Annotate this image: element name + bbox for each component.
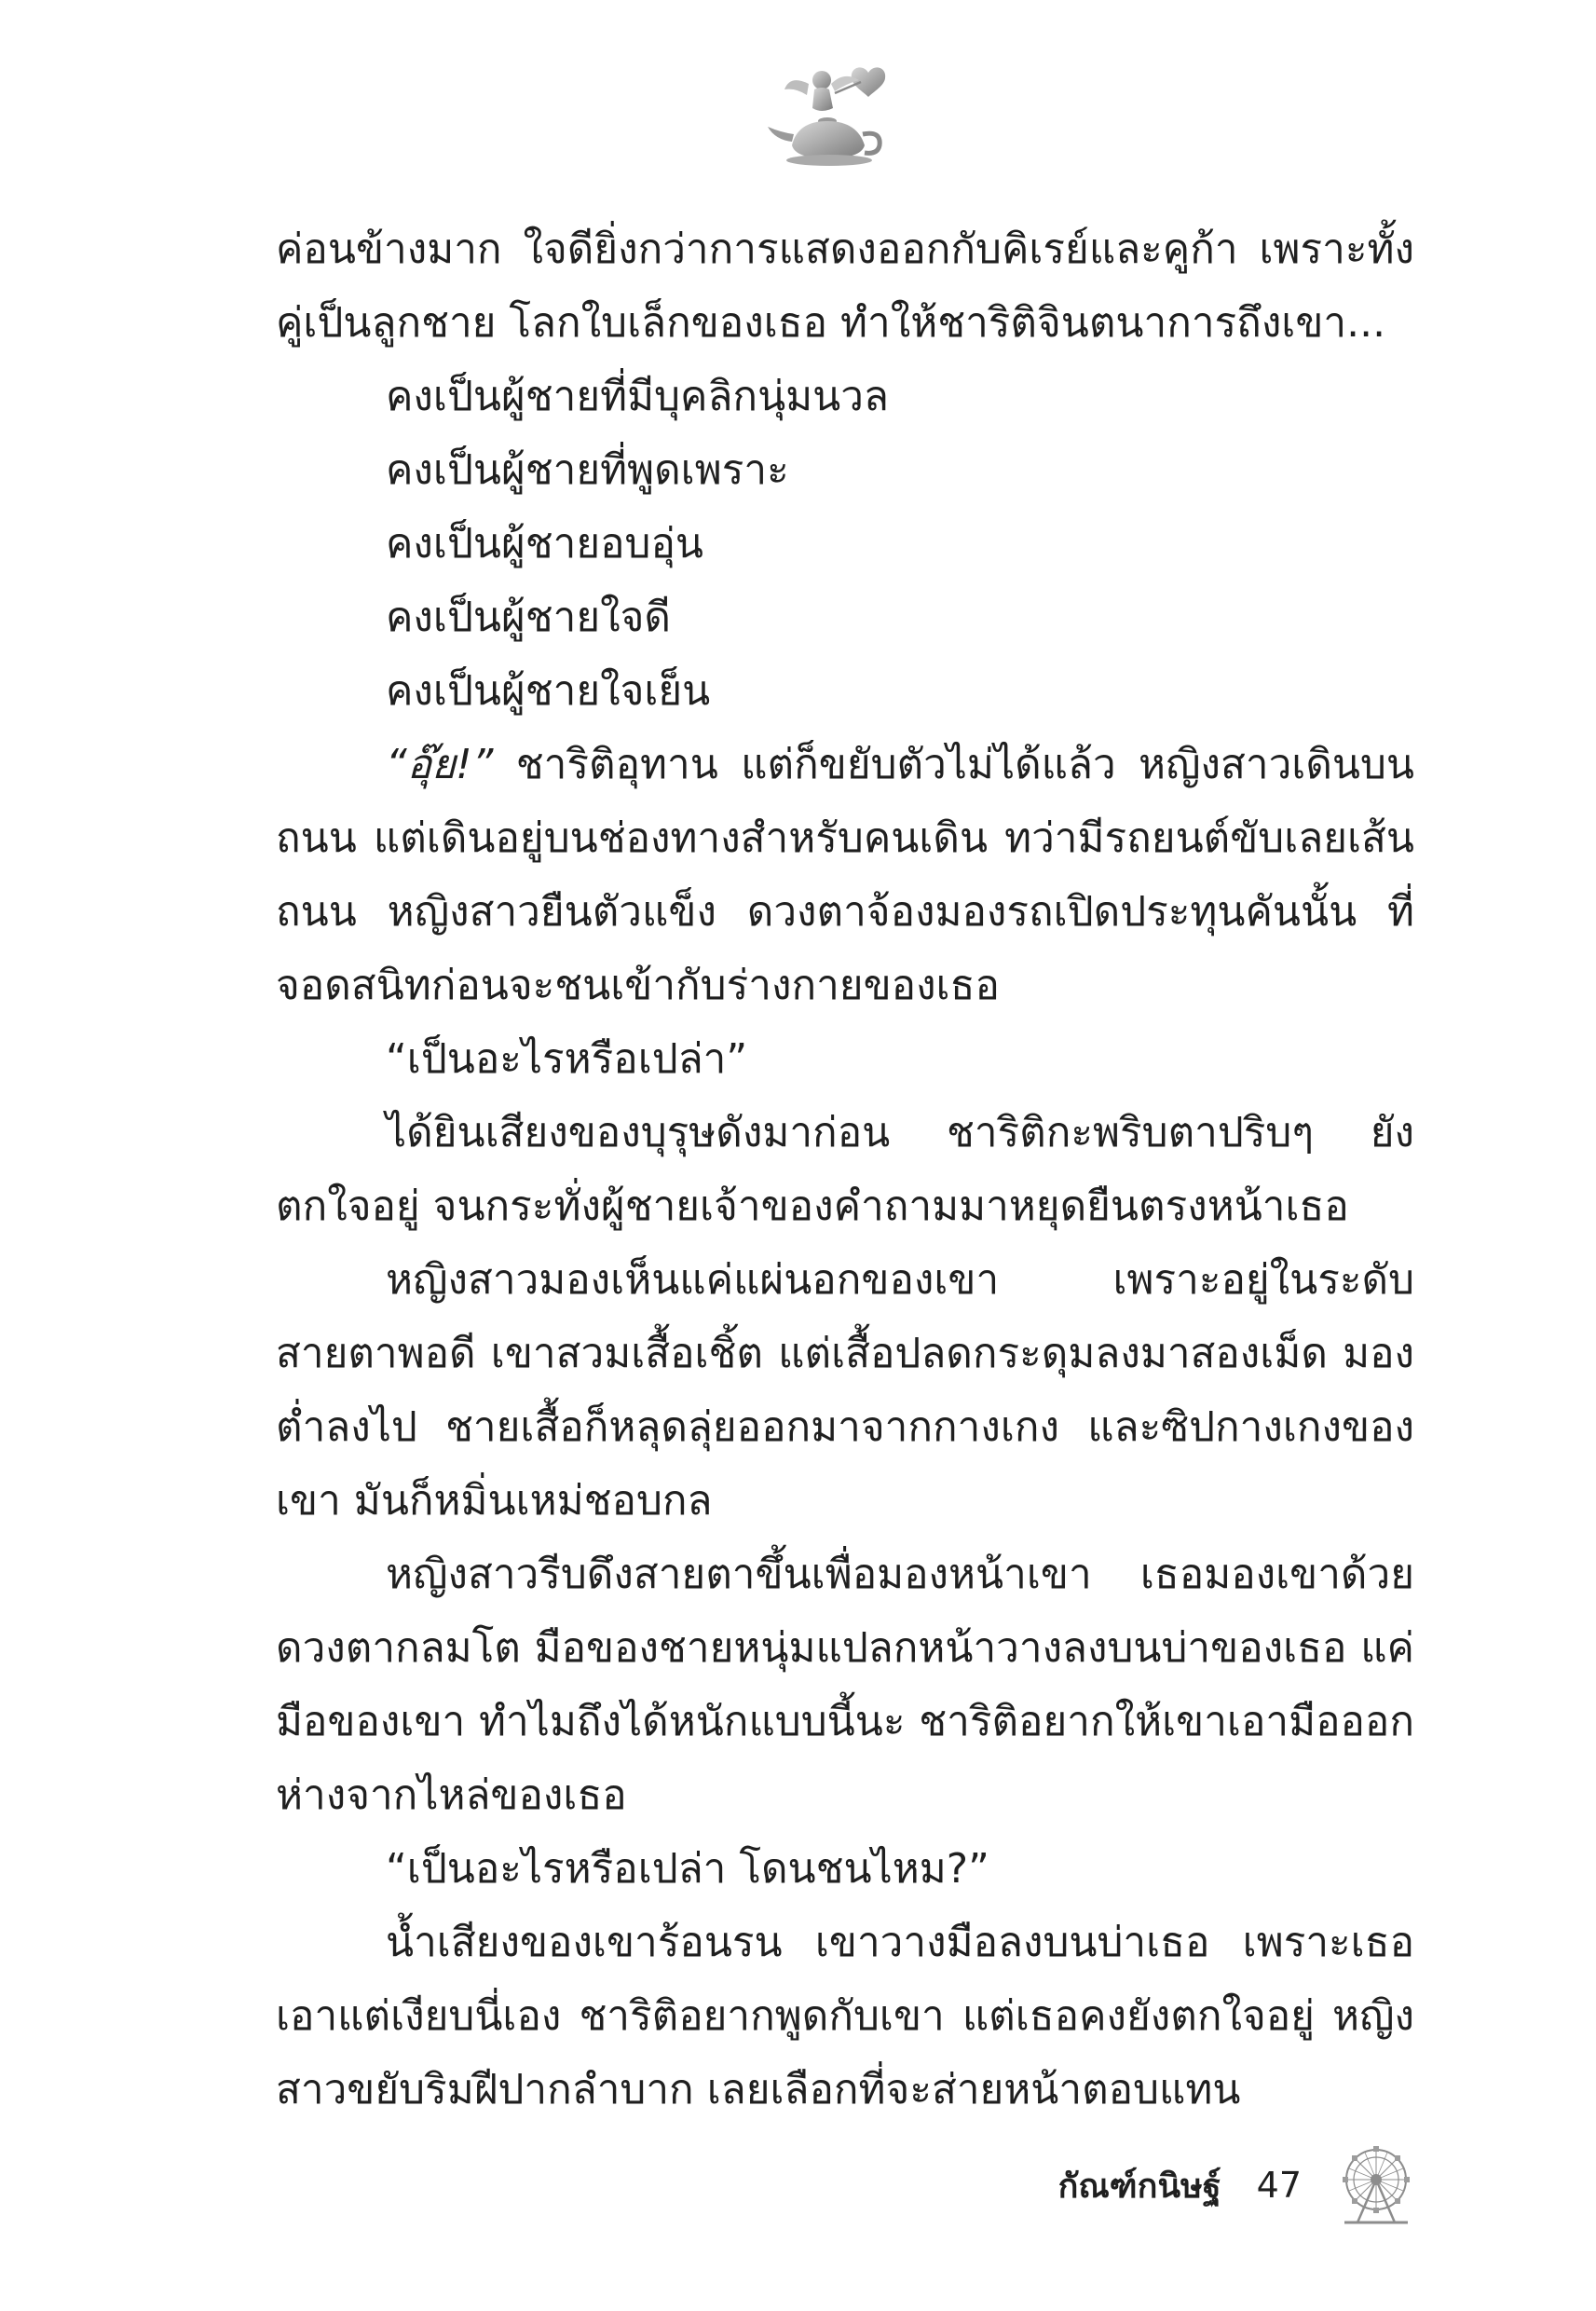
paragraph: หญิงสาวรีบดึงสายตาขึ้นเพื่อมองหน้าเขา เธอมองเขาด้วยดวงตากลมโต มือของชายหนุ่มแปลกหน้าวางลงบนบ่าของเธอ แค่มือของเขา ทำไมถึงได้หนักแบบนี้นะ ชาริติอยากให้เขาเอามือออกห่างจากไหล่ของเธอ — [276, 1551, 1414, 1819]
exclamation: “อุ๊ย!” — [386, 741, 494, 788]
paragraph: หญิงสาวมองเห็นแค่แผ่นอกของเขา เพราะอยู่ในระดับสายตาพอดี เขาสวมเสื้อเชิ้ต แต่เสื้อปลดกระดุมลงมาสองเม็ด มองต่ำลงไป ชายเสื้อก็หลุดลุ่ยออกมาจากกางเกง และซิปกางเกงของเขา มันก็หมิ่นเหม่ชอบกล — [276, 1256, 1414, 1525]
ferris-wheel-icon — [1333, 2142, 1419, 2228]
paragraph: “เป็นอะไรหรือเปล่า” — [386, 1035, 748, 1083]
body-text — [276, 212, 1414, 2126]
paragraph: คงเป็นผู้ชายใจเย็น — [386, 667, 711, 715]
paragraph: น้ำเสียงของเขาร้อนรน เขาวางมือลงบนบ่าเธอ เพราะเธอเอาแต่เงียบนี่เอง ชาริติอยากพูดกับเขา แต่เธอคงยังตกใจอยู่ หญิงสาวขยับริมฝีปากลำบาก เลยเลือกที่จะส่ายหน้าตอบแทน — [276, 1919, 1414, 2113]
paragraph: คงเป็นผู้ชายอบอุ่น — [386, 520, 703, 567]
paragraph: ได้ยินเสียงของบุรุษดังมาก่อน ชาริติกะพริบตาปริบๆ ยังตกใจอยู่ จนกระทั่งผู้ชายเจ้าของคำถามมาหยุดยืนตรงหน้าเธอ — [276, 1109, 1414, 1230]
book-title: กัณฑ์กนิษฐ์ — [1057, 2167, 1221, 2206]
cupid-teapot-icon — [764, 56, 904, 177]
paragraph: คงเป็นผู้ชายใจดี — [386, 594, 671, 641]
page-footer — [1058, 2143, 1419, 2227]
paragraph: ค่อนข้างมาก ใจดียิ่งกว่าการแสดงออกกับคิเรย์และคูก้า เพราะทั้งคู่เป็นลูกชาย โลกใบเล็กของเธอ ทำให้ชาริติจินตนาการถึงเขา... — [276, 226, 1414, 347]
paragraph: “อุ๊ย!” ชาริติอุทาน แต่ก็ขยับตัวไม่ได้แล้ว หญิงสาวเดินบนถนน แต่เดินอยู่บนช่องทางสำหรับคนเดิน ทว่ามีรถยนต์ขับเลยเส้นถนน หญิงสาวยืนตัวแข็ง ดวงตาจ้องมองรถเปิดประทุนคันนั้น ที่จอดสนิทก่อนจะชนเข้ากับร่างกายของเธอ — [276, 741, 1414, 1009]
paragraph: คงเป็นผู้ชายที่มีบุคลิกนุ่มนวล — [386, 373, 889, 420]
paragraph: คงเป็นผู้ชายที่พูดเพราะ — [386, 446, 789, 494]
paragraph: “เป็นอะไรหรือเปล่า โดนชนไหม?” — [386, 1845, 989, 1893]
page-number: 47 — [1256, 2165, 1302, 2206]
